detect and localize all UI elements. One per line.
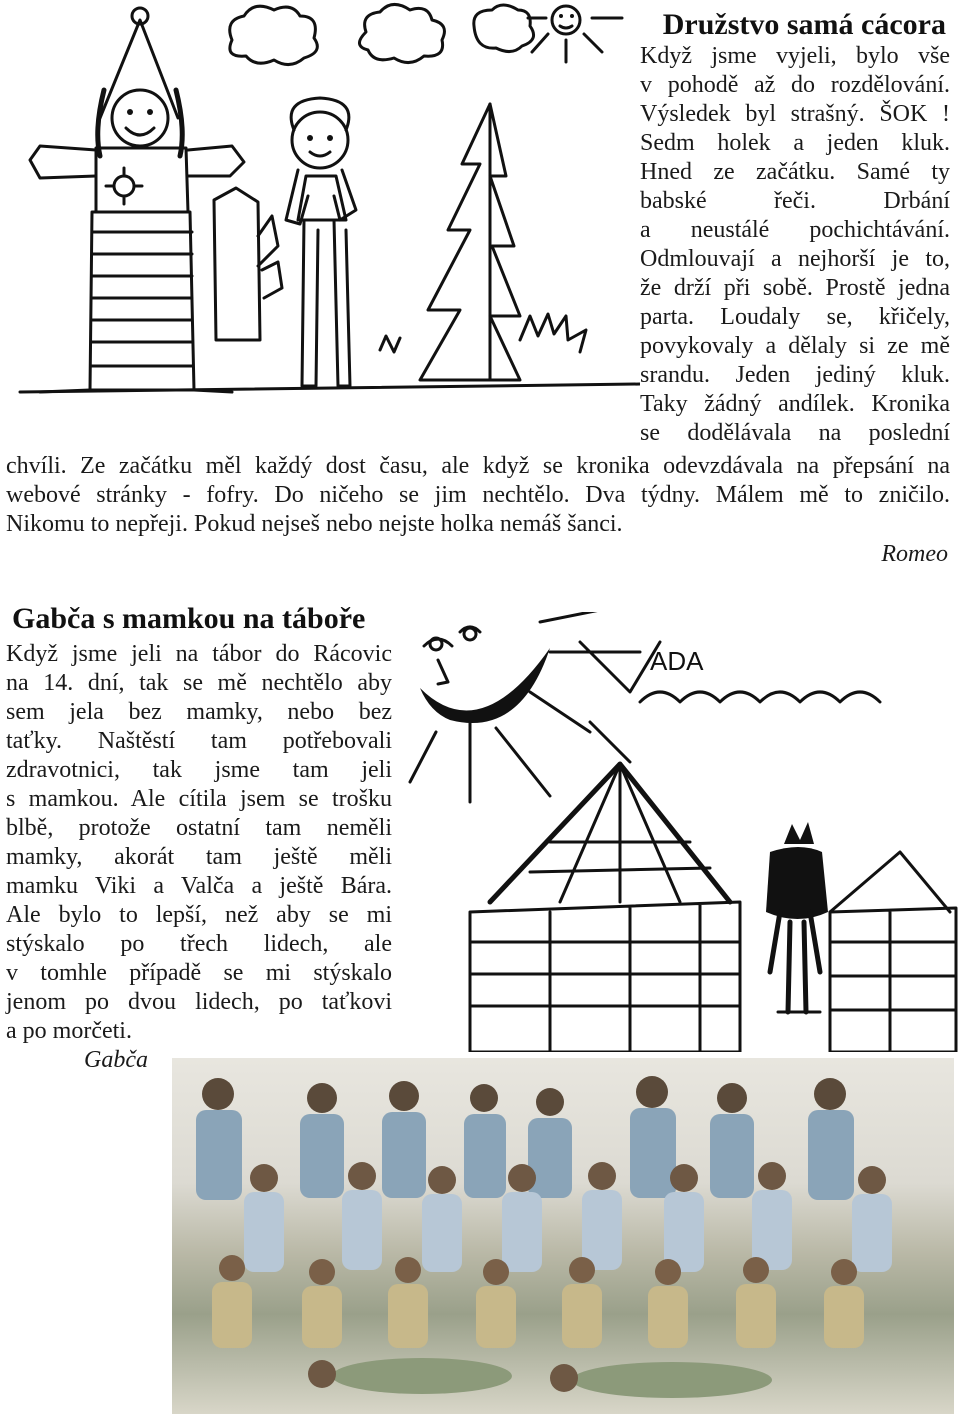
- tent-icon: [470, 764, 740, 1052]
- clown-figure: [30, 8, 244, 392]
- text-line: Sedm holek a jeden kluk.: [640, 130, 950, 156]
- article-title: Gabča s mamkou na táboře: [12, 602, 366, 635]
- drawing-camp-tents: [400, 612, 960, 1052]
- cloud-icon: [230, 6, 318, 64]
- article-signature: Gabča: [84, 1047, 148, 1073]
- text-line: stýskalo po třech lidech, ale: [6, 931, 392, 957]
- text-line: Taky žádný andílek. Kronika: [640, 391, 950, 417]
- text-line: Hned ze začátku. Samé ty: [640, 159, 950, 185]
- text-line: s mamkou. Ale cítila jsem se trošku: [6, 786, 392, 812]
- tent-icon: [830, 852, 956, 1052]
- text-line: Odmlouvají a nejhorší je to,: [640, 246, 950, 272]
- text-line: a neustálé pochichtávání.: [640, 217, 950, 243]
- text-line: v pohodě až do rozdělování.: [640, 72, 950, 98]
- cloud-icon: [359, 4, 444, 62]
- text-line: v tomhle případě se mi stýskalo: [6, 960, 392, 986]
- article-title: Družstvo samá cácora: [662, 8, 946, 41]
- girl-figure: [286, 98, 356, 386]
- text-line: že drží při sobě. Prostě jedna: [640, 275, 950, 301]
- text-line: se dodělávala na poslední: [640, 420, 950, 446]
- text-line: Když jsme vyjeli, bylo vše: [640, 43, 950, 69]
- text-line: Když jsme jeli na tábor do Rácovic: [6, 641, 392, 667]
- text-line: parta. Loudaly se, křičely,: [640, 304, 950, 330]
- text-line: blbě, protože ostatní tam neměli: [6, 815, 392, 841]
- text-line: mamku Viki a Valča a ještě Bára.: [6, 873, 392, 899]
- text-line: webové stránky - fofry. Do ničeho se jim nechtělo. Dva týdny. Málem mě to zničilo.: [6, 482, 950, 508]
- tree-icon: [420, 104, 520, 380]
- text-line: na 14. dní, tak se mě nechtělo aby: [6, 670, 392, 696]
- sun-icon: [528, 6, 622, 62]
- text-line: mamky, akorát tam ještě měli: [6, 844, 392, 870]
- cloud-icon: [474, 5, 534, 52]
- group-of-people-icon: [196, 1076, 892, 1398]
- sun-face-icon: [420, 627, 550, 723]
- article-body-wide: [6, 452, 950, 539]
- drawing-label: ADA: [650, 646, 704, 676]
- king-figure: [766, 822, 828, 1012]
- text-line: povykovaly a dělaly si ze mě: [640, 333, 950, 359]
- text-line: Ale bylo to lepší, než aby se mi: [6, 902, 392, 928]
- article-body: [6, 640, 392, 1046]
- flower-icon: [106, 168, 142, 204]
- article-signature: Romeo: [881, 541, 948, 567]
- text-line: zdravotnici, tak jsme tam jeli: [6, 757, 392, 783]
- text-line: sem jela bez mamky, nebo bez: [6, 699, 392, 725]
- article-body-narrow: [640, 42, 950, 448]
- text-line: jenom po dvou lidech, po taťkovi: [6, 989, 392, 1015]
- text-line: babské řeči. Drbání: [640, 188, 950, 214]
- group-photo: [172, 1058, 954, 1414]
- text-line: srandu. Jeden jediný kluk.: [640, 362, 950, 388]
- text-line: chvíli. Ze začátku měl každý dost času, ale když se kronika odevzdávala na přepsání na: [6, 453, 950, 479]
- text-line: taťky. Naštěstí tam potřebovali: [6, 728, 392, 754]
- drawing-clown-girl-trees: [0, 0, 640, 420]
- text-line: Výsledek byl strašný. ŠOK !: [640, 101, 950, 127]
- text-line: Nikomu to nepřeji. Pokud nejseš nebo nejste holka nemáš šanci.: [6, 511, 623, 537]
- text-line: a po morčeti.: [6, 1018, 132, 1044]
